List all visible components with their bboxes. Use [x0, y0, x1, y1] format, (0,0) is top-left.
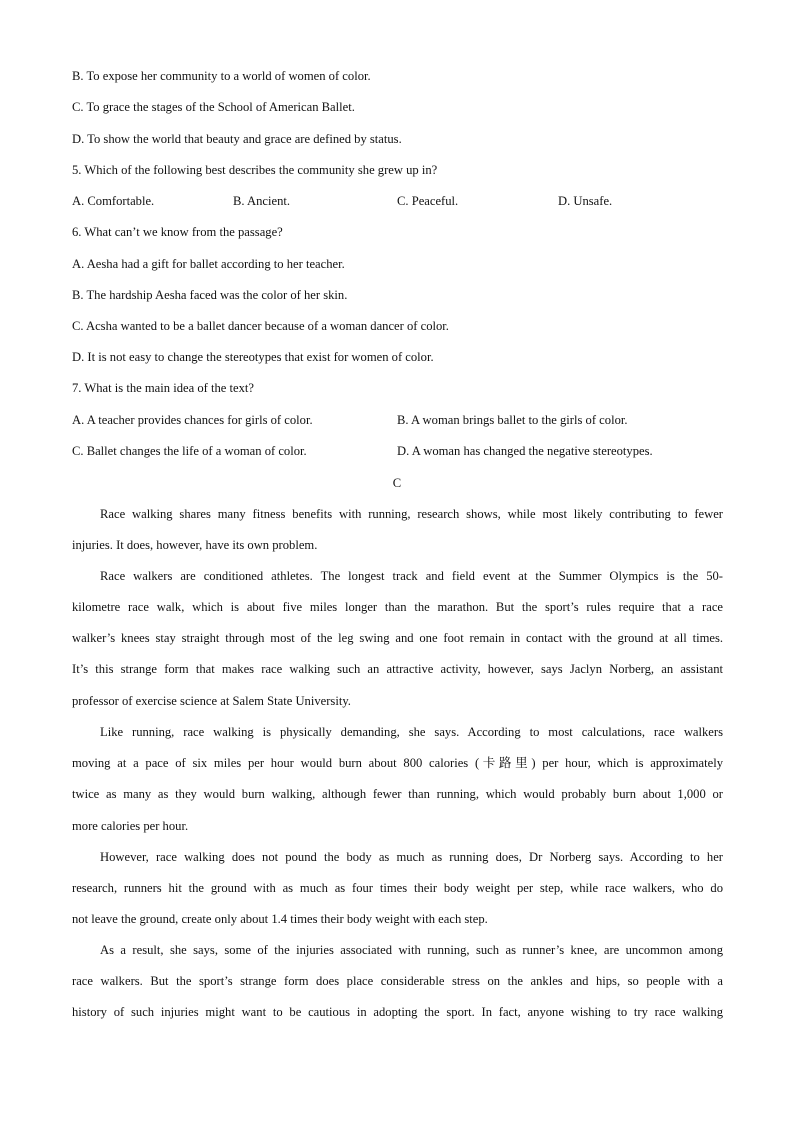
q7-options-row-1 [72, 412, 722, 428]
paragraph-line: moving at a pace of six miles per hour would burn about 800 calories (卡路里) per hour, which is approximately [72, 756, 723, 770]
q5-options [72, 193, 722, 209]
paragraph-line: As a result, she says, some of the injuries associated with running, such as runner’s knee, are uncommon among [100, 943, 723, 957]
paragraph-line: Like running, race walking is physically demanding, she says. According to most calculations, race walkers [100, 725, 723, 739]
q5-option-d: D. Unsafe. [558, 194, 613, 208]
q7-option-b: B. A woman brings ballet to the girls of color. [397, 413, 628, 427]
q6-option-c: C. Acsha wanted to be a ballet dancer because of a woman dancer of color. [72, 319, 449, 333]
q5-option-c: C. Peaceful. [397, 194, 459, 208]
paragraph-line: race walkers. But the sport’s strange form does place considerable stress on the ankles and hips, so people with a [72, 974, 723, 988]
paragraph-line: research, runners hit the ground with as much as four times their body weight per step, while race walkers, who do [72, 881, 723, 895]
q5-option-a: A. Comfortable. [72, 194, 155, 208]
paragraph-line: more calories per hour. [72, 819, 189, 833]
section-heading: C [392, 476, 402, 490]
paragraph-line: twice as many as they would burn walking, although fewer than running, which would probably burn about 1,000 or [72, 787, 723, 801]
q7-option-a: A. A teacher provides chances for girls of color. [72, 413, 313, 427]
q6-option-b: B. The hardship Aesha faced was the color of her skin. [72, 288, 348, 302]
q5-option-b: B. Ancient. [233, 194, 291, 208]
q6-question: 6. What can’t we know from the passage? [72, 225, 283, 239]
q5-question: 5. Which of the following best describes the community she grew up in? [72, 163, 438, 177]
q7-option-d: D. A woman has changed the negative stereotypes. [397, 444, 653, 458]
q6-option-a: A. Aesha had a gift for ballet according to her teacher. [72, 257, 345, 271]
paragraph-line: It’s this strange form that makes race walking such an attractive activity, however, says Jaclyn Norberg, an assistant [72, 662, 723, 676]
paragraph-line: Race walkers are conditioned athletes. The longest track and field event at the Summer Olympics is the 50- [100, 569, 723, 583]
paragraph-line: However, race walking does not pound the body as much as running does, Dr Norberg says. According to her [100, 850, 723, 864]
paragraph-line: kilometre race walk, which is about five miles longer than the marathon. But the sport’s rules require that a race [72, 600, 723, 614]
q4-option-d: D. To show the world that beauty and grace are defined by status. [72, 132, 402, 146]
q4-option-c: C. To grace the stages of the School of American Ballet. [72, 100, 355, 114]
paragraph-line: walker’s knees stay straight through most of the leg swing and one foot remain in contact with the ground at all times. [72, 631, 723, 645]
q7-options-row-2 [72, 443, 722, 459]
paragraph-line: Race walking shares many fitness benefits with running, research shows, while most likely contributing to fewer [100, 507, 723, 521]
paragraph-line: history of such injuries might want to be cautious in adopting the sport. In fact, anyone wishing to try race walking [72, 1005, 723, 1019]
paragraph-line: injuries. It does, however, have its own problem. [72, 538, 318, 552]
q7-question: 7. What is the main idea of the text? [72, 381, 254, 395]
q7-option-c: C. Ballet changes the life of a woman of color. [72, 444, 307, 458]
q6-option-d: D. It is not easy to change the stereotypes that exist for women of color. [72, 350, 434, 364]
q4-option-b: B. To expose her community to a world of women of color. [72, 69, 371, 83]
paragraph-line: professor of exercise science at Salem State University. [72, 694, 351, 708]
paragraph-line: not leave the ground, create only about 1.4 times their body weight with each step. [72, 912, 488, 926]
